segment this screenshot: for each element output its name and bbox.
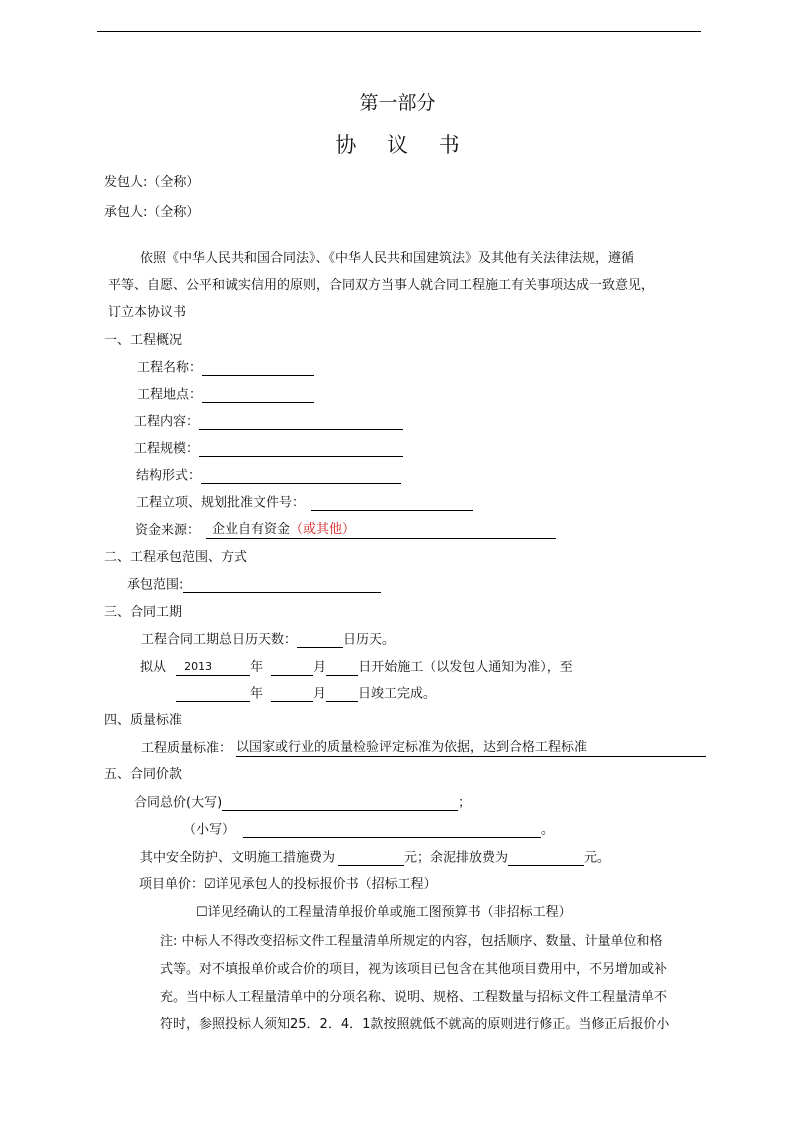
- end-suffix: 日竣工完成。: [358, 686, 437, 702]
- mud-fee-field[interactable]: [508, 850, 584, 866]
- quality-field[interactable]: [236, 740, 706, 757]
- total-lower-row: [183, 822, 554, 838]
- total-days-field[interactable]: [297, 632, 343, 648]
- preamble-line-2: 平等、自愿、公平和诚实信用的原则，合同双方当事人就合同工程施工有关事项达成一致意见，: [108, 278, 655, 293]
- note-line-4: 符时，参照投标人须知25．2．4．1款按照就低不就高的原则进行修正。当修正后报价小: [160, 1017, 670, 1032]
- project-content-label: 工程内容：: [134, 414, 200, 430]
- total-upper-field[interactable]: [222, 795, 458, 811]
- unit-price-row: [139, 877, 437, 893]
- project-scale-label: 工程规模：: [134, 441, 200, 457]
- project-content-row: [134, 414, 403, 430]
- total-lower-label: （小写）: [183, 822, 236, 838]
- start-month-char: 月: [313, 660, 327, 675]
- unit-price-option-nontender[interactable]: ☐详见经确认的工程量清单报价单或施工图预算书（非招标工程）: [196, 905, 572, 920]
- mud-fee-label: 元；余泥排放费为: [404, 850, 509, 866]
- start-year-field[interactable]: [176, 659, 250, 676]
- end-month-char: 月: [313, 686, 327, 702]
- note-line-2: 式等。对不填报单价或合价的项目，视为该项目已包含在其他项目费用中，不另增加或补: [160, 962, 668, 977]
- preamble-line-3: 订立本协议书: [108, 305, 187, 320]
- total-upper-row: [134, 795, 471, 811]
- structure-label: 结构形式：: [136, 468, 202, 484]
- project-location-field[interactable]: [202, 387, 314, 403]
- quality-value: 以国家或行业的质量检验评定标准为依据，达到合格工程标准: [236, 740, 588, 755]
- note-line-3: 充。当中标人工程量清单中的分项名称、说明、规格、工程数量与招标文件工程量清单不: [160, 990, 668, 1005]
- approval-field[interactable]: [311, 495, 473, 511]
- structure-field[interactable]: [201, 468, 401, 484]
- unit-price-option-tender[interactable]: ☑详见承包人的投标报价书（招标工程）: [204, 877, 437, 892]
- funding-row: [135, 522, 556, 539]
- safety-fee-row: [140, 850, 610, 866]
- section2-heading: 二、工程承包范围、方式: [104, 550, 248, 565]
- quality-label: 工程质量标准：: [141, 741, 233, 756]
- unit-price-label: 项目单价：: [139, 877, 205, 892]
- total-lower-period: 。: [541, 822, 555, 838]
- section4-heading: 四、质量标准: [104, 713, 183, 728]
- section3-heading: 三、合同工期: [104, 605, 183, 620]
- start-year-char: 年: [250, 660, 264, 675]
- safety-fee-field[interactable]: [338, 850, 404, 866]
- total-days-row: [141, 632, 395, 648]
- start-suffix: 日开始施工（以发包人通知为准），至: [358, 660, 573, 675]
- employer-line: 发包人:（全称）: [104, 175, 200, 190]
- approval-label: 工程立项、规划批准文件号：: [136, 495, 306, 511]
- funding-label: 资金来源：: [135, 523, 201, 538]
- end-date-row: [176, 686, 436, 702]
- end-year-field[interactable]: [176, 686, 250, 702]
- project-name-label: 工程名称：: [137, 360, 203, 376]
- header-rule: [97, 31, 701, 32]
- end-month-field[interactable]: [271, 686, 313, 702]
- scope-row: [127, 577, 381, 593]
- funding-value: 企业自有资金: [212, 522, 291, 537]
- scope-field[interactable]: [183, 577, 381, 593]
- project-scale-field[interactable]: [199, 441, 403, 457]
- section5-heading: 五、合同价款: [104, 767, 183, 782]
- project-name-row: [137, 360, 314, 376]
- start-prefix: 拟从: [140, 660, 167, 675]
- page-title: 第一部分: [359, 92, 436, 114]
- project-scale-row: [134, 441, 403, 457]
- start-year-value: 2013: [184, 660, 213, 673]
- total-days-suffix: 日历天。: [343, 632, 396, 648]
- scope-label: 承包范围:: [127, 577, 184, 593]
- end-day-field[interactable]: [326, 686, 358, 702]
- funding-alt: （或其他）: [290, 522, 356, 537]
- approval-row: [136, 495, 473, 511]
- preamble-line-1: 依照《中华人民共和国合同法》、《中华人民共和国建筑法》及其他有关法律法规，遵循: [140, 251, 635, 266]
- project-location-row: [137, 387, 314, 403]
- project-name-field[interactable]: [202, 360, 314, 376]
- note-line-1: 注: 中标人不得改变招标文件工程量清单所规定的内容，包括顺序、数量、计量单位和格: [160, 934, 663, 949]
- contractor-line: 承包人:（全称）: [104, 205, 200, 220]
- start-month-field[interactable]: [271, 660, 313, 676]
- funding-field[interactable]: [206, 522, 556, 539]
- structure-row: [136, 468, 401, 484]
- mud-fee-end: 元。: [584, 850, 611, 866]
- project-content-field[interactable]: [199, 414, 403, 430]
- quality-row: [141, 740, 706, 757]
- project-location-label: 工程地点：: [137, 387, 203, 403]
- total-days-prefix: 工程合同工期总日历天数：: [141, 632, 298, 648]
- page-subtitle: 协 议 书: [335, 133, 472, 157]
- section1-heading: 一、工程概况: [104, 333, 183, 348]
- end-year-char: 年: [250, 686, 264, 702]
- total-upper-semicolon: ；: [458, 795, 472, 811]
- total-lower-field[interactable]: [243, 822, 541, 838]
- start-day-field[interactable]: [326, 660, 358, 676]
- start-date-row: [140, 659, 573, 676]
- safety-fee-label: 其中安全防护、文明施工措施费为: [140, 850, 336, 866]
- total-upper-label: 合同总价(大写): [134, 795, 223, 811]
